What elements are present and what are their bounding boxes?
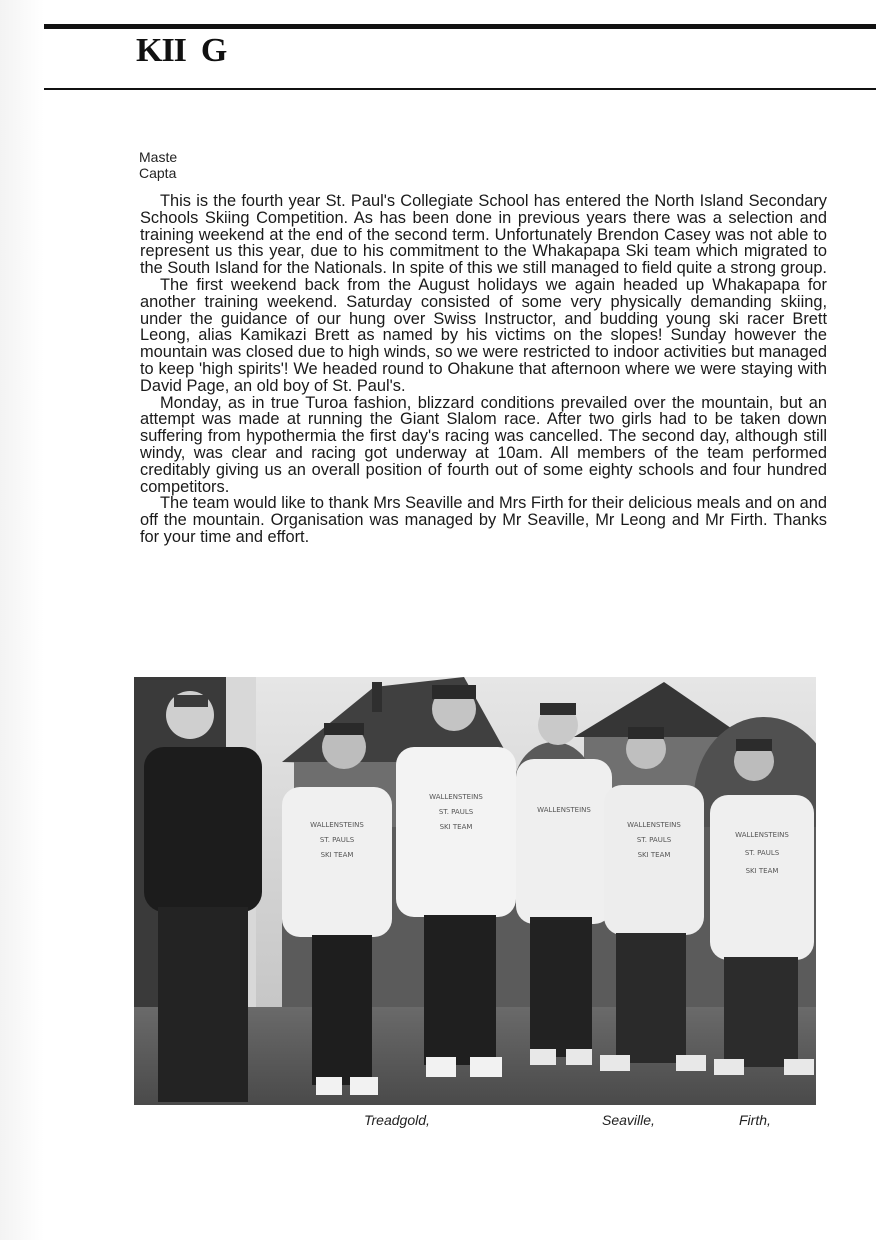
shirt-text-line2: ST. PAULS <box>744 849 780 857</box>
page-title: KII G <box>136 32 227 69</box>
paragraph-thanks: The team would like to thank Mrs Seaville and Mrs Firth for their delicious meals and on and off the mountain. Organisation was managed by Mr Seaville, Mr Leong and Mr Firth. Thanks for your time and effort. <box>140 494 827 546</box>
master-line: Maste <box>139 149 178 165</box>
caption-name-treadgold: Treadgold, <box>364 1112 430 1128</box>
shirt-text-line1: WALLENSTEINS <box>310 821 364 829</box>
coach-figure <box>144 691 262 1102</box>
shirt-text-line2: ST. PAULS <box>319 836 355 844</box>
shirt-text-line2: ST. PAULS <box>438 808 474 816</box>
captain-line: Capta <box>139 165 177 181</box>
header-rule-bottom <box>44 88 876 90</box>
shirt-text-line3: SKI TEAM <box>637 851 671 859</box>
shirt-text-line1: WALLENSTEINS <box>735 831 789 839</box>
shirt-text-line1: WALLENSTEINS <box>537 806 591 814</box>
caption-name-seaville: Seaville, <box>602 1112 655 1128</box>
page-edge-shadow <box>0 0 44 1240</box>
shirt-text-line3: SKI TEAM <box>745 867 779 875</box>
article-body <box>140 193 827 546</box>
shirt-text-line2: ST. PAULS <box>636 836 672 844</box>
shirt-text-line1: WALLENSTEINS <box>429 793 483 801</box>
team-officials <box>139 149 177 181</box>
team-photo <box>134 677 816 1105</box>
shirt-text-line3: SKI TEAM <box>320 851 354 859</box>
paragraph-intro: This is the fourth year St. Paul's Collegiate School has entered the North Island Secondary Schools Skiing Competition. As has been done in previous years there was a selection and training weekend at the end of the second term. Unfortunately Brendon Casey was not able to represent us this year, due to his commitment to the Whakapapa Ski team which migrated to the South Island for the Nationals. In spite of this we still managed to field quite a strong group. <box>140 192 827 278</box>
paragraph-racing: Monday, as in true Turoa fashion, blizzard conditions prevailed over the mountain, but an attempt was made at running the Giant Slalom race. After two girls had to be taken down suffering from hypothermia the first day's racing was cancelled. The second day, although still windy, was clear and racing got underway at 10am. All members of the team performed creditably giving us an overall position of fourth out of some eighty schools and four hundred competitors. <box>140 393 827 496</box>
header-rule-top <box>44 24 876 29</box>
paragraph-training: The first weekend back from the August holidays we again headed up Whakapapa for another training weekend. Saturday consisted of some very physically demanding skiing, under the guidance of our hung over Swiss Instructor, and budding young ski racer Brett Leong, alias Kamikazi Brett as named by his victims on the slopes! Sunday however the mountain was closed due to high winds, so we were restricted to indoor activities but managed to keep 'high spirits'! We headed round to Ohakune that afternoon where we were staying with David Page, an old boy of St. Paul's. <box>140 275 827 395</box>
caption-name-firth: Firth, <box>739 1112 771 1128</box>
shirt-text-line3: SKI TEAM <box>439 823 473 831</box>
team-photo-image <box>134 677 816 1105</box>
shirt-text-line1: WALLENSTEINS <box>627 821 681 829</box>
